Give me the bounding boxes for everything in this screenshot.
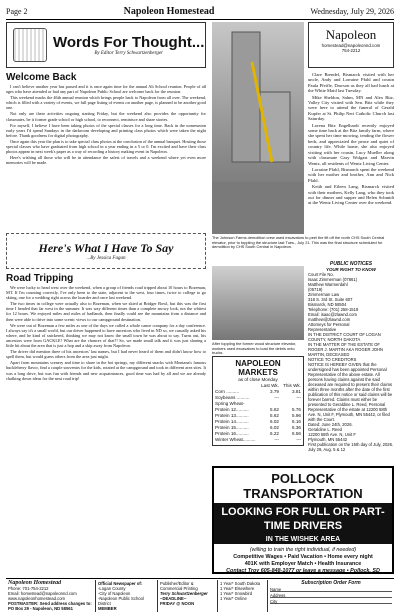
member-label: MEMBER bbox=[98, 606, 117, 611]
notice-line: Court File No. bbox=[308, 272, 334, 277]
subscription-form bbox=[268, 580, 394, 612]
ad-band: LOOKING FOR FULL OR PART-TIME DRIVERS bbox=[214, 503, 392, 535]
ad-title: POLLOCK TRANSPORTATION bbox=[243, 471, 363, 501]
footer-website[interactable]: www.napoleonhomestead.com bbox=[8, 596, 66, 601]
hihs-title: Here's What I Have To Say bbox=[38, 241, 174, 255]
staff-line: Publisher/Editor & Commercial Printing bbox=[160, 581, 198, 591]
article-paragraph: For myself, I believe I have been taking photos of the special classes for a long time. Back in the nonreunion early years I'd spend Sundays in the darkroom developing and printing class photos which were taken the night before. Thank goodness for digital photography. bbox=[6, 122, 206, 138]
words-byline: By Editor Terry Schwartzenberger bbox=[94, 50, 164, 56]
article-paragraph: We were lucky to head west over the weekend, when a group of friends road tripped about 10 hours to Bozeman, MT. If I'm counting correctly, I've only been to the state, adjacent to the west, four times, twice to college to go skiing, one for a wedding right across the boarder and once last weekend. bbox=[6, 285, 206, 301]
market-commodity: Protein 15.......... bbox=[215, 425, 249, 430]
footer-phone: Phone: 701-754-2212 bbox=[8, 586, 49, 591]
footer bbox=[6, 580, 394, 612]
staff-line: Terry Schwartzenberger bbox=[160, 591, 208, 596]
public-notices bbox=[308, 262, 394, 460]
notice-line: Isaac Zimmerman (07861) bbox=[308, 277, 358, 282]
footer-staff bbox=[158, 580, 218, 612]
article-paragraph: Apart from mountains scenery and time to share in the hot springs, my different snacks with Montana's famous huckleberry flavor, find a couple souvenirs for the kids, rotated at the campground and took in different area sites. It was a long drive, but was fun with friends and new acquaintances, good time was had by all and we are already chalking down ideas for the next road trip! bbox=[6, 360, 206, 381]
words-title: Words For Thought... bbox=[53, 33, 205, 51]
markets-col-header: This Wk. bbox=[283, 383, 301, 388]
ad-line: Competitive Wages • Paid Vacation • Home every night bbox=[233, 554, 373, 560]
ad-line: 401K with Employer Match • Health Insurance bbox=[244, 561, 362, 567]
official-item: -Logan County bbox=[98, 586, 126, 591]
market-price: 3.79 bbox=[270, 389, 279, 394]
napoleon-logo-box bbox=[308, 22, 394, 68]
markets-col-header: Last Wk. bbox=[261, 383, 279, 388]
news-paragraph: Clare Brendel, Bismarck visited with her uncle, Andy and Lorraine Pfahl and cousin Paula Pfeifle, Dawson as they all had lunch at the White Maid last Tuesday. bbox=[308, 72, 394, 94]
article-paragraph: Once again this year the plan is to take special class photos at the conclusion of the annual banquet. Hosting those special classes who have graduated from high school in a year ending in a 5 or 0. I'm excited and have their class photos appear in next week's paper as a way of recording a history making event in Napoleon. bbox=[6, 138, 206, 155]
ad-band2: IN THE WISHEK AREA bbox=[214, 535, 392, 544]
elevator-demolition-photo bbox=[212, 22, 304, 234]
market-commodity: Protein 16.......... bbox=[215, 431, 249, 436]
notice-line: Matthew Warmerdahl bbox=[308, 282, 348, 287]
news-paragraph: Mike Sheldon, Sahm, MN and Alex Bitz, Valley City visited with Sen. Bitz while they were here to attend the funeral of Gerald Kupfer at St. Philip Neri Catholic Church last Saturday. bbox=[308, 94, 394, 122]
rate-line: 1 Year* Online bbox=[220, 596, 247, 601]
form-field-label: City bbox=[270, 599, 278, 604]
market-price: 5.62 bbox=[270, 407, 279, 412]
rate-line: 1 Year* South Dakota bbox=[220, 581, 261, 586]
footer-official bbox=[96, 580, 158, 612]
market-price: --- bbox=[274, 437, 279, 442]
markets-subtitle: as of close Monday bbox=[238, 377, 278, 382]
local-news-column bbox=[308, 72, 394, 258]
footer-rates bbox=[218, 580, 268, 612]
notice-line: First publication on the 15th day of July, 2026. bbox=[308, 442, 394, 447]
ad-line: Contact Troy 605-848-1077 or leave a message • Pollock, SD bbox=[226, 568, 380, 574]
form-city-field[interactable] bbox=[270, 599, 392, 604]
page-number: Page 2 bbox=[6, 6, 28, 16]
logo-email: homestead@napoleonnd.com bbox=[321, 43, 381, 48]
footer-rule bbox=[6, 578, 394, 579]
notice-line: IN THE MATTER OF THE ESTATE OF ROGER J. MARTIN AKA ROGER JOHN MARTIN, DECEASED bbox=[308, 342, 384, 357]
market-price: 3.81 bbox=[292, 389, 301, 394]
form-field-label: Name bbox=[270, 587, 282, 592]
notice-line: Bismarck, ND 58504 bbox=[308, 302, 347, 307]
notice-line: Geraldine L. Reed bbox=[308, 427, 342, 432]
market-price: 6.02 bbox=[270, 419, 279, 424]
news-paragraph: Keith and Eileen Lang, Bismarck visited with their mothers, Kelly Lang, who they took out for dinner and supper and Helen Schmidt at the Wentz Living Center over the weekend. bbox=[308, 184, 394, 206]
market-commodity: Spring Wheat- bbox=[215, 401, 245, 406]
article-paragraph: We were out of Bozeman a few miles as one of the days we called a whole canoe company for a day conference. I always say it's a small world, but our driver happened to have ancestors who lived in ND so, we casually asked his where, and he kind of snickered, thinking we may not know the small town he was about to say. Turns out, his ancestors were from GACKLE! What are the chances of that?! So, we made small talk and it was just sharing a little bit about the area that is just a hop and a skip away from Napoleon. bbox=[6, 322, 206, 349]
notice-line: IN THE DISTRICT COURT OF LOGAN COUNTY, NORTH DAKOTA bbox=[308, 332, 381, 342]
market-price: 5.62 bbox=[270, 413, 279, 418]
market-price: --- bbox=[274, 395, 279, 400]
elevator-structure-icon bbox=[212, 22, 304, 234]
article-paragraph: The two times in college were actually also to Bozeman, when we skied at Bridger Bowl, but this was the first time I headed that far west in the summer. It was way different times than a complete snowy look, not the whitest for 12 hours. We enjoyed miles and miles of badlands, then finally could see the mountains from a distance and then were able to drive into some scenic views to our campground destination. bbox=[6, 301, 206, 322]
notice-line: 318 S. 3rd St. Suite 607 bbox=[308, 297, 353, 302]
news-paragraph: Lorena Bitz Engelhardt recently enjoyed some time back at the Bitz family farm, where she spent her time mowing, tending the flower beds, and appreciated the peace and quiet of country life. While home, she also enjoyed visiting with her cousin, Lucy Mueller along with classmate Gary Wolgast and Marvin Wentz, all residents of Wentz Living Center. bbox=[308, 122, 394, 166]
notice-line: Telephone: (701) 258-1518 bbox=[308, 307, 359, 312]
masthead: Napoleon Homestead bbox=[123, 5, 215, 17]
article-paragraph: Here's wishing all those who will be in attendance the safest of travels and a weekend where yet even more memories will be made. bbox=[6, 155, 206, 166]
notice-line: Plymouth, MN 55442 bbox=[308, 437, 348, 442]
notices-subtitle: YOUR RIGHT TO KNOW bbox=[326, 267, 376, 272]
market-commodity: Protein 12.......... bbox=[215, 407, 249, 412]
welcome-back-article bbox=[6, 84, 206, 230]
form-address-field[interactable] bbox=[270, 593, 392, 598]
market-commodity: Protein 14.......... bbox=[215, 419, 249, 424]
form-name-field[interactable] bbox=[270, 587, 392, 592]
road-tripping-article bbox=[6, 285, 206, 575]
words-for-thought-banner bbox=[6, 22, 206, 68]
hihs-banner bbox=[6, 233, 206, 269]
notices-title: PUBLIC NOTICES bbox=[329, 261, 373, 267]
notice-line: Email: isaac@zlawnd.com bbox=[308, 312, 357, 317]
deadline-time: FRIDAY @ NOON bbox=[160, 601, 195, 606]
notice-line: Attorneys for Personal bbox=[308, 322, 350, 327]
issue-date: Wednesday, July 29, 2026 bbox=[310, 6, 394, 16]
welcome-back-headline: Welcome Back bbox=[6, 72, 77, 83]
market-price: --- bbox=[296, 395, 301, 400]
rate-line: 1 Year* Elsewhere bbox=[220, 586, 255, 591]
deadline-label: ~DEADLINE~ bbox=[160, 596, 187, 601]
footer-postmaster: POSTMASTER: Send address changes to: PO Box 29 - Napoleon, ND 58561 bbox=[8, 601, 92, 611]
page-header bbox=[6, 4, 394, 18]
notice-line: 12200 58th Ave. N, Unit F bbox=[308, 432, 356, 437]
news-paragraph: Lorraine Pfahl, Bismarck spent the weekend with her mother and brother, Ann and Nick Pfahl. bbox=[308, 166, 394, 183]
photo-caption: The Johnson Farms demolition crew used excavators to peel the lift off the north CHS South Central elevator, prior to toppling the structure last Tues., July 21. This was the final structure scheduled for demolition by CHS South Central in Napoleon. bbox=[212, 235, 385, 249]
market-commodity: Protein 13.......... bbox=[215, 413, 249, 418]
market-price: 6.36 bbox=[292, 425, 301, 430]
article-paragraph: The driver did mention three of his ancestors' last names, but I had never heard of them and didn't know how to spell them, but would guess others from the area just might. bbox=[6, 349, 206, 360]
notice-line: NOTICE IS HEREBY GIVEN that the undersigned has been appointed Personal Representative of the above estate. All persons having claims against the said deceased are required to present their claims within three months after the date of the first publication of this notice or said claims will be forever barred. Claims must either be presented to Geraldine L. Reed, Personal Representative of the estate at 12200 58th Ave. N, Unit F, Plymouth, MN 55442, or filed with the Court. bbox=[308, 362, 393, 422]
official-item: -Napoleon Public School District bbox=[98, 596, 144, 606]
footer-paper-title: Napoleon Homestead bbox=[8, 580, 62, 586]
hihs-byline: ...By Jessica Fagan bbox=[86, 256, 126, 261]
market-price: 6.22 bbox=[270, 431, 279, 436]
market-commodity: Corn .......... bbox=[215, 389, 239, 394]
typewriter-icon bbox=[13, 28, 47, 62]
form-field-label: Address bbox=[270, 593, 286, 598]
market-commodity: Soybeans .......... bbox=[215, 395, 250, 400]
market-price: 6.02 bbox=[270, 425, 279, 430]
notice-line: NOTICE TO CREDITORS bbox=[308, 357, 357, 362]
road-tripping-headline: Road Tripping bbox=[6, 273, 74, 284]
notice-line: Zimmerman Law bbox=[308, 292, 340, 297]
notice-line: Dated: June 24th, 2026. bbox=[308, 422, 353, 427]
rate-line: 1 Year* Snowbird bbox=[220, 591, 253, 596]
markets-box bbox=[212, 356, 304, 446]
form-title: Subscription Order Form bbox=[301, 580, 361, 586]
market-price: 6.56 bbox=[292, 431, 301, 436]
article-paragraph: This weekend marks the 46th annual reunion which brings people back to Napoleon from all over. The weekend, which is filled with a variety of events, we full page listing of events on another page, is planned to be another good one. bbox=[6, 95, 206, 111]
market-price: 6.16 bbox=[292, 419, 301, 424]
footer-paper-info bbox=[6, 580, 96, 612]
header-rule bbox=[6, 19, 394, 20]
market-price: 5.96 bbox=[292, 413, 301, 418]
debris-loading-photo bbox=[212, 266, 304, 340]
pollock-transportation-ad bbox=[212, 466, 394, 574]
notice-line: Representative bbox=[308, 327, 337, 332]
logo-name: Napoleon bbox=[325, 27, 377, 42]
notice-line: July 29, Aug. 5 & 12 bbox=[308, 447, 346, 452]
markets-title: NAPOLEON MARKETS bbox=[235, 359, 281, 377]
article-paragraph: I can't believe another year has passed and it is once again time for the annual Ali School reunion. People of all ages who have attended or had any part of Napoleon Public School are welcome back for the reunion. bbox=[6, 84, 206, 95]
footer-email[interactable]: Email: homestead@napoleonnd.com bbox=[8, 591, 77, 596]
official-title: Official Newspaper of: bbox=[98, 581, 143, 586]
notice-line: matthew@zlawnd.com bbox=[308, 317, 351, 322]
article-paragraph: Not only are there activities ongoing starting Friday, but the weekend also provides the opportunity for classmates, be it former grade school or high school, to reconnect, reminisce and share stories. bbox=[6, 111, 206, 122]
market-price: --- bbox=[296, 437, 301, 442]
logo-phone: 754-2212 bbox=[341, 48, 361, 53]
photo2-caption: After toppling the former wood structure elevator, workers used excavators to load the debris onto trucks. bbox=[212, 341, 297, 355]
ad-line: (willing to train the right individual, if needed) bbox=[249, 547, 357, 553]
official-item: -City of Napoleon bbox=[98, 591, 131, 596]
notice-line: (05719) bbox=[308, 287, 323, 292]
market-row bbox=[215, 437, 301, 443]
market-commodity: Winter Wheat.......... bbox=[215, 437, 256, 442]
market-price: 5.76 bbox=[292, 407, 301, 412]
